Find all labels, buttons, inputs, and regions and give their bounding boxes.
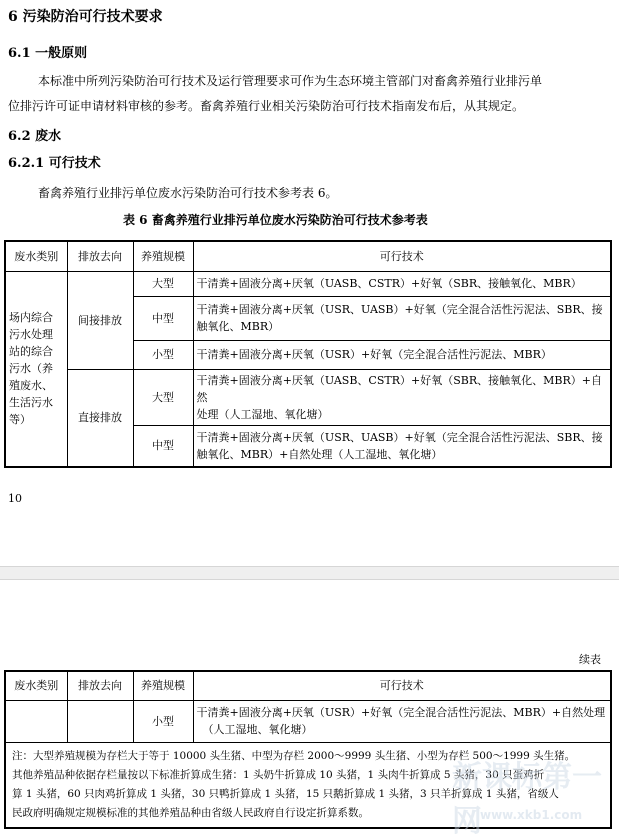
section-title: 6 污染防治可行技术要求 xyxy=(8,9,163,25)
table-row xyxy=(5,700,611,742)
page-number: 10 xyxy=(8,492,22,505)
technology-line: 触氧化、MBR） xyxy=(196,320,280,333)
header-discharge: 排放去向 xyxy=(67,241,133,271)
technology-line: 干清粪+固液分离+厌氧（USR、UASB）+好氧（完全混合活性污泥法、SBR、接 xyxy=(196,303,603,316)
feasible-para: 畜禽养殖行业排污单位废水污染防治可行技术参考表 6。 xyxy=(38,186,338,200)
table-row xyxy=(5,271,611,296)
continued-label: 续表 xyxy=(579,653,601,666)
technology-line: 干清粪+固液分离+厌氧（USR）+好氧（完全混合活性污泥法、MBR）+自然处理 xyxy=(196,706,606,719)
feasible-heading: 6.2.1 可行技术 xyxy=(8,156,101,171)
general-para-line1: 本标准中所列污染防治可行技术及运行管理要求可作为生态环境主管部门对畜禽养殖行业排污单 xyxy=(38,74,543,88)
technology-line: 触氧化、MBR）+自然处理（人工湿地、氧化塘） xyxy=(196,447,443,461)
table-header-row xyxy=(5,241,611,271)
watermark-url: www.xkb1.com xyxy=(480,808,583,822)
table-6 xyxy=(4,240,612,468)
technology-cell xyxy=(193,369,611,425)
scale-cell: 中型 xyxy=(133,425,193,467)
category-line: 污水处理 xyxy=(9,328,53,342)
category-line: 等） xyxy=(9,413,31,427)
technology-line: 干清粪+固液分离+厌氧（UASB、CSTR）+好氧（SBR、接触氧化、MBR）+自然 xyxy=(196,373,602,404)
header-scale: 养殖规模 xyxy=(133,241,193,271)
technology-cell xyxy=(193,271,611,296)
indirect-discharge-cell: 间接排放 xyxy=(67,271,133,369)
direct-discharge-cell: 直接排放 xyxy=(67,369,133,467)
table-caption: 表 6 畜禽养殖行业排污单位废水污染防治可行技术参考表 xyxy=(123,213,428,227)
wastewater-heading: 6.2 废水 xyxy=(8,129,62,144)
technology-cell xyxy=(193,340,611,369)
technology-cell xyxy=(193,425,611,467)
note-line: 注：大型养殖规模为存栏大于等于 10000 头生猪、中型为存栏 2000～9999 头生猪、小型为存栏 500～1999 头生猪。 xyxy=(12,749,576,762)
category-line: 站的综合 xyxy=(9,345,53,359)
header-technology: 可行技术 xyxy=(193,241,611,271)
technology-line: （人工湿地、氧化塘） xyxy=(202,723,313,736)
header-category: 废水类别 xyxy=(5,671,67,700)
scale-cell: 小型 xyxy=(133,340,193,369)
table-header-row xyxy=(5,671,611,700)
discharge-cell-empty xyxy=(67,700,133,742)
technology-cell xyxy=(193,700,611,742)
technology-line: 处理（人工湿地、氧化塘） xyxy=(196,407,329,421)
header-technology: 可行技术 xyxy=(193,671,611,700)
table-row xyxy=(5,369,611,425)
general-para-line2: 位排污许可证申请材料审核的参考。畜禽养殖行业相关污染防治可行技术指南发布后，从其规定。 xyxy=(8,99,525,113)
technology-line: 干清粪+固液分离+厌氧（UASB、CSTR）+好氧（SBR、接触氧化、MBR） xyxy=(196,277,582,290)
technology-cell xyxy=(193,296,611,340)
category-line: 污水（养 xyxy=(9,362,53,376)
header-scale: 养殖规模 xyxy=(133,671,193,700)
category-cell-empty xyxy=(5,700,67,742)
category-line: 场内综合 xyxy=(9,311,53,325)
technology-line: 干清粪+固液分离+厌氧（USR、UASB）+好氧（完全混合活性污泥法、SBR、接 xyxy=(196,430,603,444)
scale-cell: 大型 xyxy=(133,271,193,296)
category-line: 生活污水 xyxy=(9,396,53,410)
note-line: 算 1 头猪，60 只肉鸡折算成 1 头猪，30 只鸭折算成 1 头猪，15 只鹅折算成 1 头猪，3 只羊折算成 1 头猪，省级人 xyxy=(12,787,559,800)
header-category: 废水类别 xyxy=(5,241,67,271)
header-discharge: 排放去向 xyxy=(67,671,133,700)
scale-cell: 小型 xyxy=(133,700,193,742)
scale-cell: 中型 xyxy=(133,296,193,340)
watermark-logo: 新课标第一网 xyxy=(452,760,602,839)
scale-cell: 大型 xyxy=(133,369,193,425)
note-line: 民政府明确规定规模标准的其他养殖品种由省级人民政府自行设定折算系数。 xyxy=(12,806,369,819)
category-cell xyxy=(5,271,67,467)
category-line: 殖废水、 xyxy=(9,379,53,393)
page-break xyxy=(0,566,619,580)
note-line: 其他养殖品种依据存栏量按以下标准折算成生猪：1 头奶牛折算成 10 头猪，1 头肉牛折算成 5 头猪，30 只蛋鸡折 xyxy=(12,768,545,781)
technology-line: 干清粪+固液分离+厌氧（USR）+好氧（完全混合活性污泥法、MBR） xyxy=(196,348,552,361)
general-heading: 6.1 一般原则 xyxy=(8,46,88,61)
